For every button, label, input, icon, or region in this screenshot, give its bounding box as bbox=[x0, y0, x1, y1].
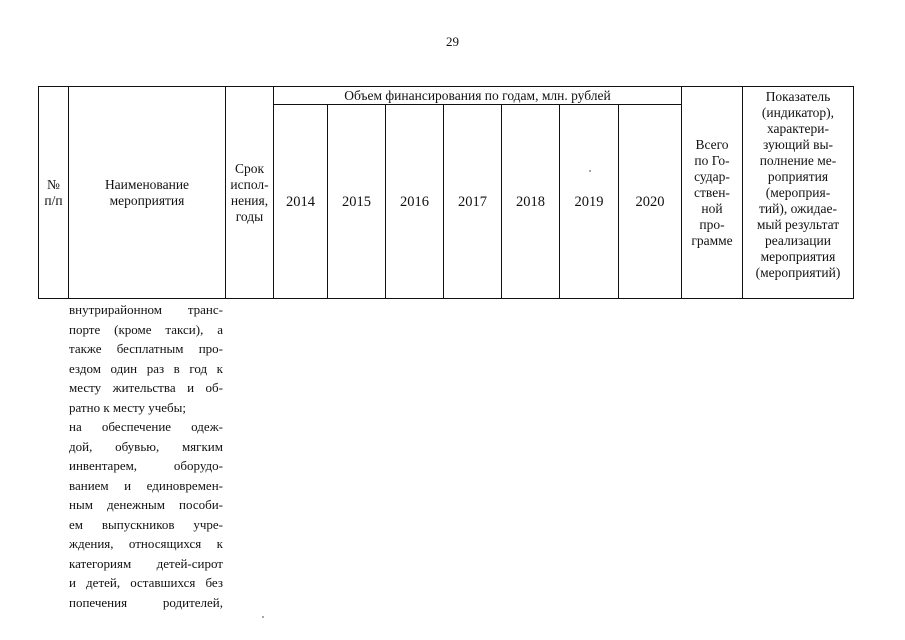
text-line: порте (кроме такси), а bbox=[69, 321, 223, 337]
header-number-label: № п/п bbox=[44, 176, 63, 208]
text-line: инвентарем, оборудо- bbox=[69, 458, 223, 473]
header-year-label: 2019 bbox=[574, 193, 604, 210]
header-year-label: 2016 bbox=[400, 193, 429, 210]
header-year-cell bbox=[327, 104, 386, 299]
header-year-label: 2018 bbox=[516, 193, 545, 210]
header-year-cell bbox=[385, 104, 444, 299]
text-line: категориям детей-сирот bbox=[69, 555, 223, 571]
header-year-cell bbox=[273, 104, 328, 299]
text-line: дой, обувью, мягким bbox=[69, 438, 223, 454]
text-line: попечения родителей, bbox=[69, 594, 223, 610]
text-line: и детей, оставшихся без bbox=[69, 575, 223, 590]
header-name-label: Наименование мероприятия bbox=[104, 176, 190, 208]
header-indicator-label: Показатель (индикатор), характери- зующий вы- полнение ме- роприятия (мероприя- тий), ожидае- мый результат реализации мероприятия (мероприятий) bbox=[755, 89, 841, 280]
header-name-cell bbox=[68, 86, 226, 299]
header-term-cell bbox=[225, 86, 274, 299]
header-year-label: 2020 bbox=[635, 193, 665, 210]
scan-speck bbox=[589, 170, 591, 172]
continuation-text bbox=[69, 300, 223, 612]
text-line: ратно к месту учебы; bbox=[69, 399, 187, 415]
text-line: месту жительства и об- bbox=[69, 380, 223, 395]
header-year-label: 2017 bbox=[458, 193, 487, 210]
header-year-label: 2015 bbox=[342, 193, 371, 210]
header-financing-group bbox=[273, 86, 682, 105]
header-term-label: Срок испол- нения, годы bbox=[230, 160, 269, 224]
header-year-cell bbox=[559, 104, 619, 299]
text-line: на обеспечение одеж- bbox=[69, 419, 223, 434]
page-number: 29 bbox=[446, 34, 459, 49]
header-indicator-cell bbox=[742, 86, 854, 299]
text-line: ждения, относящихся к bbox=[69, 536, 223, 551]
header-total-cell bbox=[681, 86, 743, 299]
text-line: ным денежным пособи- bbox=[69, 497, 223, 512]
text-line: ездом один раз в год к bbox=[69, 360, 223, 376]
text-line: ем выпускников учре- bbox=[69, 516, 223, 532]
header-year-label: 2014 bbox=[286, 193, 315, 210]
header-total-label: Всего по Го- судар- ствен- ной про- грамме bbox=[691, 136, 733, 248]
text-line: также бесплатным про- bbox=[69, 341, 223, 356]
header-year-cell bbox=[443, 104, 502, 299]
header-number-cell bbox=[38, 86, 69, 299]
header-year-cell bbox=[618, 104, 682, 299]
scan-speck bbox=[262, 616, 264, 618]
table-header bbox=[38, 86, 854, 299]
header-year-cell bbox=[501, 104, 560, 299]
text-line: ванием и единовремен- bbox=[69, 477, 223, 493]
header-financing-label: Объем финансирования по годам, млн. рублей bbox=[344, 87, 611, 103]
text-line: внутрирайонном транс- bbox=[69, 302, 223, 317]
